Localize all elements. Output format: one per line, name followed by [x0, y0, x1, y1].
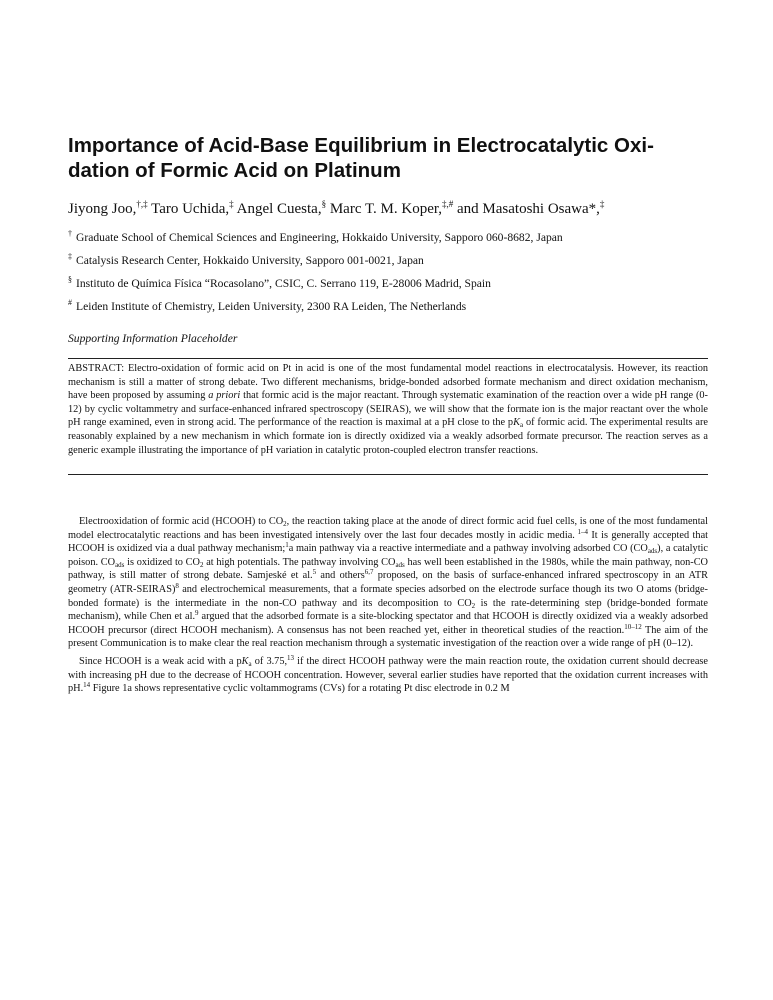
- abstract-bottom-rule: [68, 474, 708, 475]
- affiliation-item: † Graduate School of Chemical Sciences and Engineering, Hokkaido University, Sapporo 060-8682, Japan: [68, 229, 563, 244]
- affiliation-item: # Leiden Institute of Chemistry, Leiden University, 2300 RA Leiden, The Netherlands: [68, 298, 467, 314]
- author-2: Taro Uchida,‡: [151, 199, 234, 217]
- author-4: Marc T. M. Koper,‡,#: [329, 199, 454, 217]
- body-paragraph-2: Since HCOOH is a weak acid with a $pK_a$ of 3.75,13 if the direct HCOOH pathway were the main reaction route, the oxidation current should decrease with increasing pH due to the decrease of HCOOH concentration. However, several earlier studies have reported that the oxidation current increases with pH.$^{14}$ Figure 1a shows representative cyclic voltammograms (CVs) for a rotating Pt disc electrode in 0.2 M: [68, 653, 709, 695]
- abstract: ABSTRACT: Electro-oxidation of formic acid on Pt in acid is one of the most fundamental model reactions in electrocatalysis. However, its reaction mechanism is still a matter of strong debate. Two different mechanisms, bridge-bonded adsorbed formate mechanism and direct oxidation mechanism, have been proposed by assuming a priori that formic acid is the major reactant. Through systematic examination of the reaction over a wide pH range (0-12) by cyclic voltammetry and surface-enhanced infrared spectroscopy (SEIRAS), we will show that the formate ion is the major reactant over the whole pH range examined, even in strong acid. The performance of the reaction is maximal at a pH close to the $pK_a$ of formic acid. The experimental results are reasonably explained by a new mechanism in which formate ion is directly oxidized via a weakly adsorbed formate precursor. The reaction serves as a generic example illustrating the importance of pH variation in catalytic proton-coupled electron transfer reactions.: [68, 363, 708, 456]
- affiliation-item: § Instituto de Química Física “Rocasolano”, CSIC, C. Serrano 119, E-28006 Madrid, Spain: [68, 275, 491, 291]
- body-paragraph-1: Electrooxidation of formic acid (HCOOH) to $CO_2$, the reaction taking place at the anode of direct formic acid fuel cells, is one of the most fundamental model electrocatalytic reactions and has been investigated intensively over the last four decades mostly in acidic media. $^{1-4}$ It is generally accepted that HCOOH is oxidized via a dual pathway mechanism;$^1$a main pathway via a reactive intermediate and a pathway involving adsorbed CO $(CO_{ads})$, a catalytic poison. $CO_{ads}$ is oxidized to $CO_2$ at high potentials. The pathway involving $CO_{ads}$ has well been established in the 1980s, while the main pathway, non-CO pathway, is still matter of strong debate. Samjeské et al.$^5$ and others$^{6,7}$ proposed, on the basis of surface-enhanced infrared spectroscopy in an ATR geometry (ATR-SEIRAS)$^8$ and electrochemical measurements, that a formate species adsorbed on the electrode surface though its two O atoms (bridge-bonded formate) is the intermediate in the non-CO pathway and its decomposition to $CO_2$ is the rate-determining step (bridge-bonded formate mechanism), while Chen et al.$^9$ argued that the adsorbed formate is a site-blocking spectator and that HCOOH is directly oxidized via a weakly adsorbed HCOOH precursor (direct HCOOH mechanism). A consensus has not been reached yet, either in theoretical studies of the reaction.$^{10-12}$ The aim of the present Communication is to make clear the real reaction mechanism through a systematic investigation of the reaction over a wide range of pH (0–12).: [68, 516, 708, 650]
- author-3: Angel Cuesta,§: [236, 199, 327, 217]
- supporting-info-label: Supporting Information Placeholder: [68, 332, 238, 345]
- paper-title: Importance of Acid-Base Equilibrium in Electrocatalytic Oxi-dation of Formic Acid on Platinum: [68, 134, 654, 182]
- affiliation-list: [68, 224, 718, 317]
- main-text: [68, 515, 708, 700]
- author-list: [68, 194, 708, 219]
- abstract-top-rule: [68, 358, 708, 359]
- author-5: and Masatoshi Osawa*,‡: [457, 199, 605, 217]
- affiliation-item: ‡ Catalysis Research Center, Hokkaido University, Sapporo 001-0021, Japan: [68, 252, 424, 268]
- author-1: Jiyong Joo,†,‡: [68, 199, 148, 217]
